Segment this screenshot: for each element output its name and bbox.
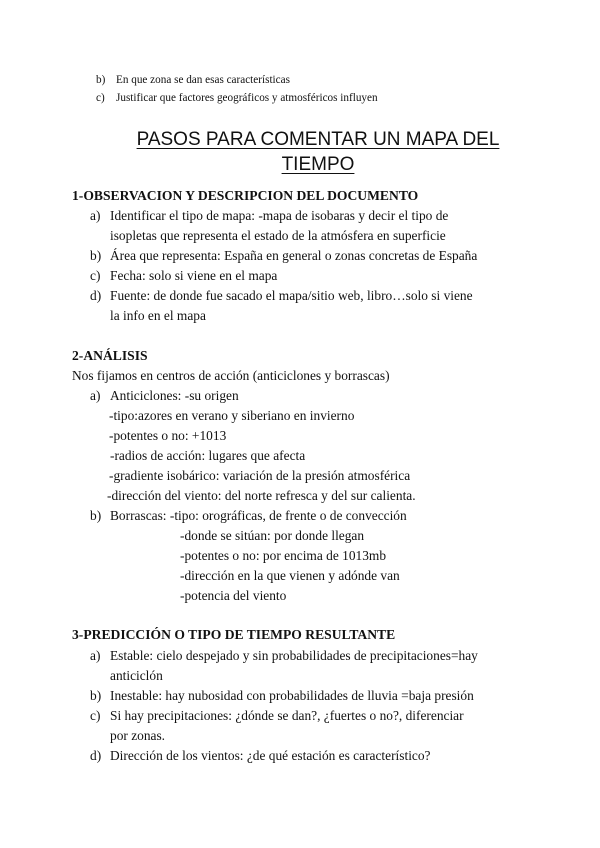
storm-detail: -dirección en la que vienen y adónde van xyxy=(180,568,400,583)
section3-item-a-cont: anticiclón xyxy=(110,668,163,683)
section3-item-d: d) Dirección de los vientos: ¿de qué estación es característico? xyxy=(90,748,431,763)
anticyclone-detail: -radios de acción: lugares que afecta xyxy=(110,448,306,463)
section2-heading: 2-ANÁLISIS xyxy=(72,348,148,363)
section3-item-c-cont: por zonas. xyxy=(110,728,166,743)
section1-item-d: d) Fuente: de donde fue sacado el mapa/sitio web, libro…solo si viene xyxy=(90,288,473,303)
document-title-line2: TIEMPO xyxy=(281,154,355,175)
storm-detail: -potentes o no: por encima de 1013mb xyxy=(180,548,387,563)
section2-item-b: b) Borrascas: -tipo: orográficas, de frente o de convección xyxy=(90,508,407,523)
section3-item-c: c) Si hay precipitaciones: ¿dónde se dan?, ¿fuertes o no?, diferenciar xyxy=(90,708,464,723)
section1-item-a-cont: isopletas que representa el estado de la atmósfera en superficie xyxy=(110,228,446,243)
section1-item-c: c) Fecha: solo si viene en el mapa xyxy=(90,268,278,283)
anticyclone-detail: -tipo:azores en verano y siberiano en invierno xyxy=(109,408,355,423)
anticyclone-detail: -dirección del viento: del norte refresca y del sur calienta. xyxy=(107,488,416,503)
section1-item-d-cont: la info en el mapa xyxy=(110,308,206,323)
intro-item-c: c) Justificar que factores geográficos y atmosféricos influyen xyxy=(96,92,378,104)
section2-item-a: a) Anticiclones: -su origen xyxy=(90,388,239,403)
section1-item-a: a) Identificar el tipo de mapa: -mapa de isobaras y decir el tipo de xyxy=(90,208,449,223)
anticyclone-detail: -gradiente isobárico: variación de la presión atmosférica xyxy=(109,468,411,483)
section2-intro: Nos fijamos en centros de acción (anticiclones y borrascas) xyxy=(72,368,390,383)
section3-item-a: a) Estable: cielo despejado y sin probabilidades de precipitaciones=hay xyxy=(90,648,478,663)
storm-detail: -donde se sitúan: por donde llegan xyxy=(180,528,365,543)
section3-heading: 3-PREDICCIÓN O TIPO DE TIEMPO RESULTANTE xyxy=(72,627,396,642)
section1-item-b: b) Área que representa: España en general o zonas concretas de España xyxy=(90,248,478,263)
storm-detail: -potencia del viento xyxy=(180,588,287,603)
document-title-line1: PASOS PARA COMENTAR UN MAPA DEL xyxy=(136,129,500,150)
anticyclone-detail: -potentes o no: +1013 xyxy=(109,428,227,443)
section3-item-b: b) Inestable: hay nubosidad con probabilidades de lluvia =baja presión xyxy=(90,688,474,703)
intro-item-b: b) En que zona se dan esas características xyxy=(96,74,290,86)
section1-heading: 1-OBSERVACION Y DESCRIPCION DEL DOCUMENTO xyxy=(72,188,419,203)
